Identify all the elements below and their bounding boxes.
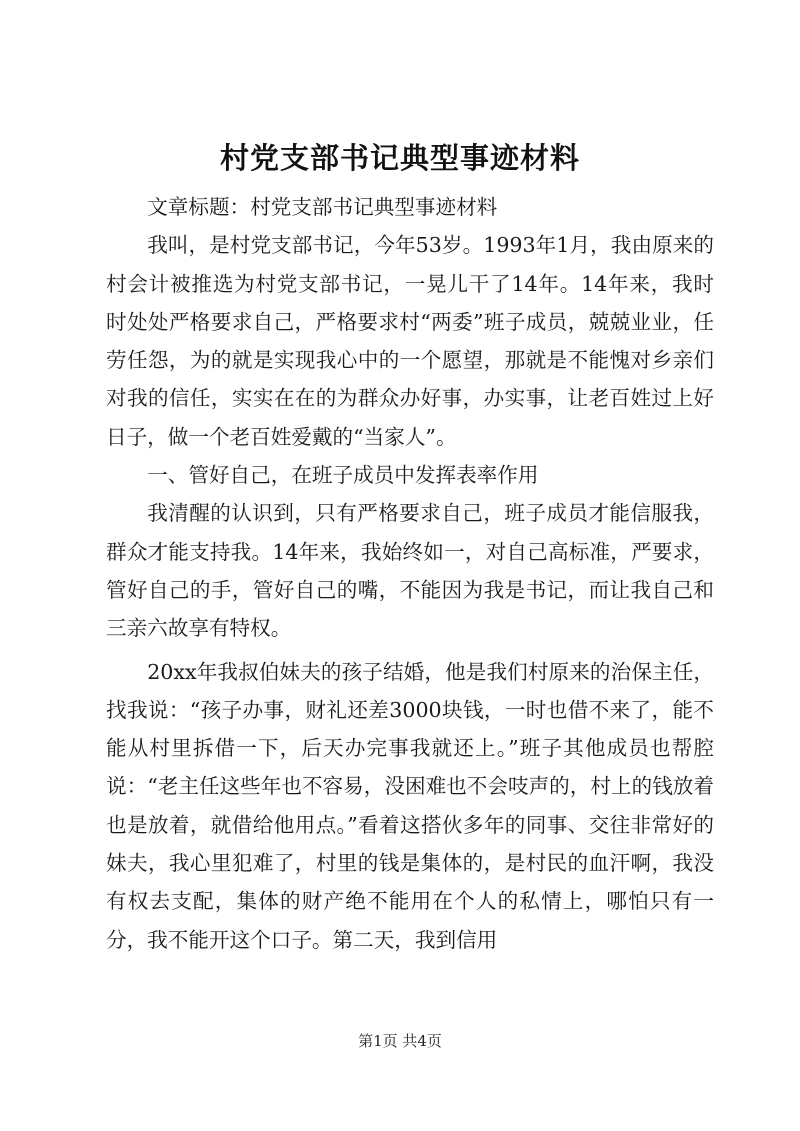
paragraph-self-discipline: 我清醒的认识到，只有严格要求自己，班子成员才能信服我，群众才能支持我。14年来，我始终如一，对自己高标准，严要求，管好自己的手，管好自己的嘴，不能因为我是书记，而让我自己和三亲六故享有特权。 xyxy=(106,501,714,641)
paragraph-intro: 我叫，是村党支部书记，今年53岁。1993年1月，我由原来的村会计被推选为村党支部书记，一晃儿干了14年。14年来，我时时处处严格要求自己，严格要求村“两委”班子成员，兢兢业业，任劳任怨，为的就是实现我心中的一个愿望，那就是不能愧对乡亲们对我的信任，实实在在的为群众办好事，办实事，让老百姓过上好日子，做一个老百姓爱戴的“当家人”。 xyxy=(106,233,714,449)
section-heading: 一、管好自己，在班子成员中发挥表率作用 xyxy=(147,463,539,488)
page-footer: 第1页 共4页 xyxy=(358,1032,442,1050)
document-body xyxy=(106,188,714,959)
paragraph-article-title: 文章标题：村党支部书记典型事迹材料 xyxy=(147,195,498,219)
paragraph-story: 20xx年我叔伯妹夫的孩子结婚，他是我们村原来的治保主任，找我说：“孩子办事，财礼还差3000块钱，一时也借不来了，能不能从村里拆借一下，后天办完事我就还上。”班子其他成员也帮腔说：“老主任这些年也不容易，没困难也不会吱声的，村上的钱放着也是放着，就借给他用点。”看着这搭伙多年的同事、交往非常好的妹夫，我心里犯难了，村里的钱是集体的，是村民的血汗啊，我没有权去支配，集体的财产绝不能用在个人的私情上，哪怕只有一分，我不能开这个口子。第二天，我到信用 xyxy=(106,659,714,952)
document-title: 村党支部书记典型事迹材料 xyxy=(219,141,580,175)
